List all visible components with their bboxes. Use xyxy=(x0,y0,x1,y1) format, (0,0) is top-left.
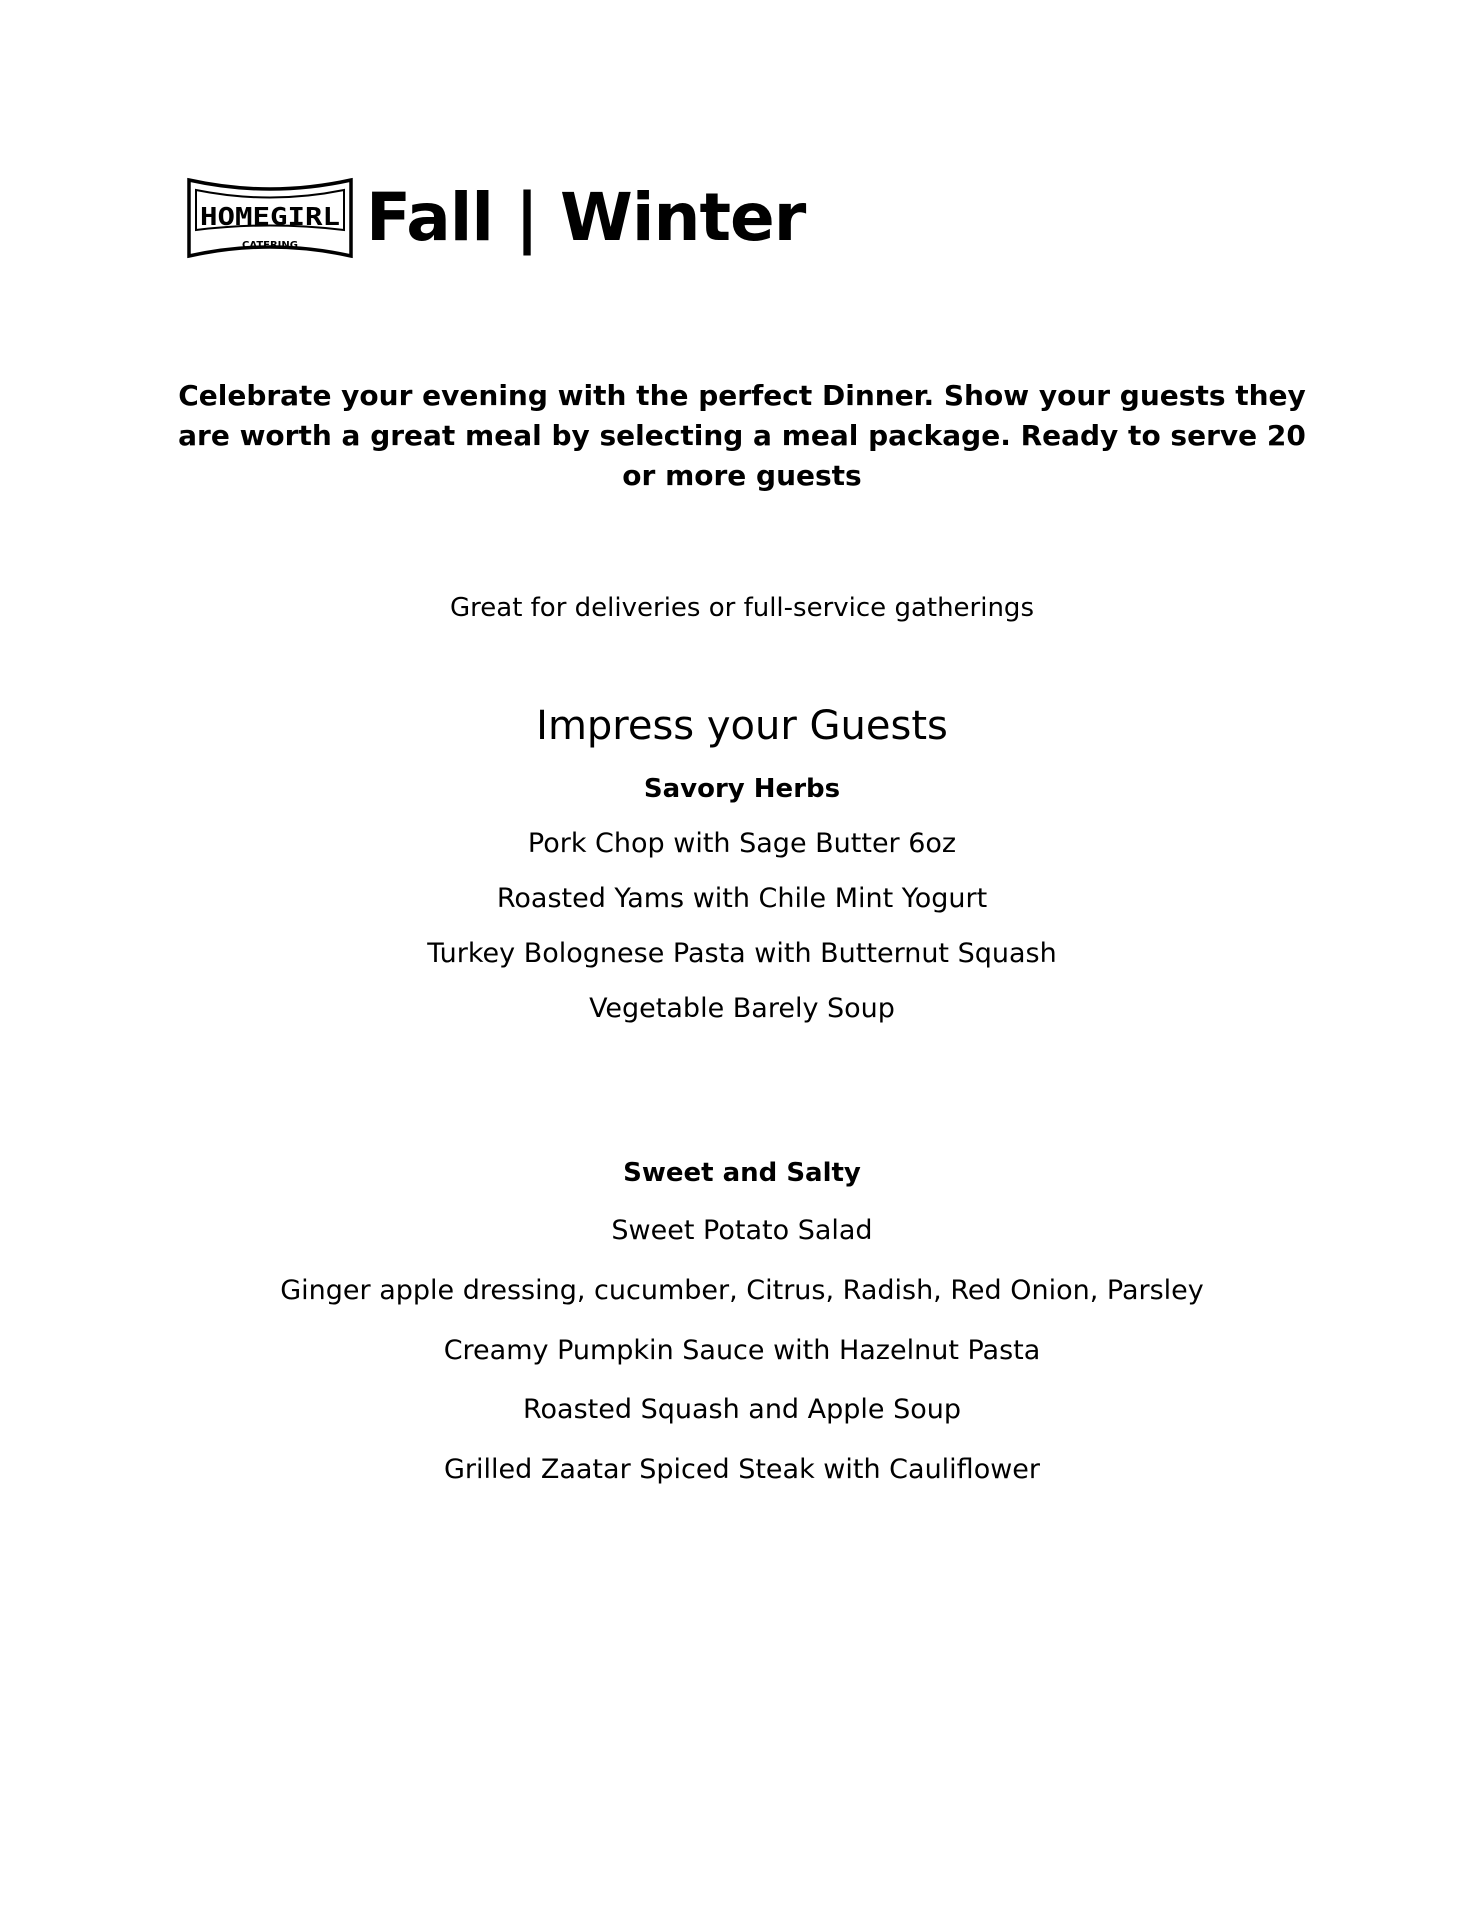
menu-item: Roasted Yams with Chile Mint Yogurt xyxy=(496,883,988,914)
menu-item: Creamy Pumpkin Sauce with Hazelnut Pasta xyxy=(443,1335,1041,1366)
section-heading: Impress your Guests xyxy=(536,703,948,749)
homegirl-catering-logo-icon xyxy=(186,176,354,260)
menu-item: Grilled Zaatar Spiced Steak with Cauliflower xyxy=(443,1454,1041,1485)
logo-wordmark: HOMEGIRL xyxy=(200,202,340,231)
menu-title: Fall | Winter xyxy=(366,179,806,256)
package-name: Savory Herbs xyxy=(643,774,841,804)
intro-paragraph: Celebrate your evening with the perfect Dinner. Show your guests they are worth a great meal by selecting a meal package. Ready to serve 20 or more guests xyxy=(178,379,1306,492)
menu-item: Turkey Bolognese Pasta with Butternut Squash xyxy=(427,938,1057,969)
tagline: Great for deliveries or full-service gatherings xyxy=(450,593,1034,623)
menu-item: Sweet Potato Salad xyxy=(611,1215,873,1246)
logo-subtext: CATERING xyxy=(242,240,298,251)
menu-item: Pork Chop with Sage Butter 6oz xyxy=(527,828,957,859)
menu-item: Roasted Squash and Apple Soup xyxy=(522,1394,962,1425)
package-name: Sweet and Salty xyxy=(623,1158,861,1188)
menu-item: Ginger apple dressing, cucumber, Citrus, Radish, Red Onion, Parsley xyxy=(280,1275,1204,1306)
menu-item: Vegetable Barely Soup xyxy=(589,993,895,1024)
page-header xyxy=(186,176,805,260)
